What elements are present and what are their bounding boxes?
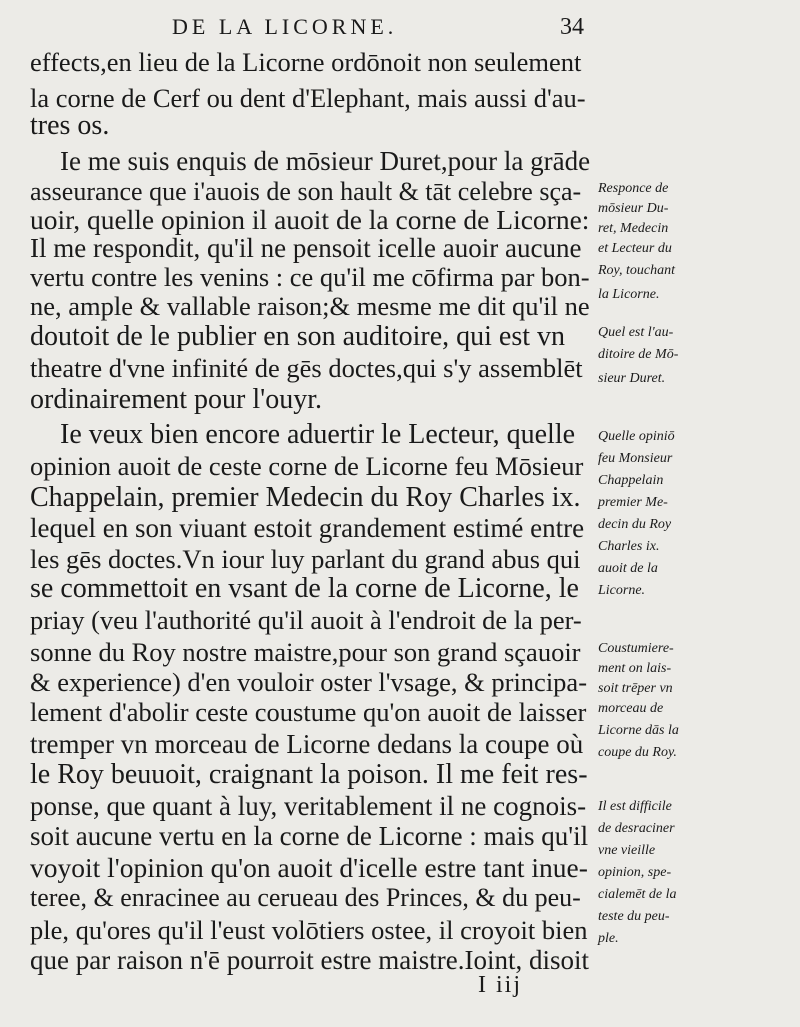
margin-note-line: opinion, spe- <box>598 865 672 880</box>
margin-note-line: teste du peu- <box>598 909 670 924</box>
margin-note-line: Responce de <box>598 181 669 196</box>
text-line: vertu contre les venins : ce qu'il me cōfirma par bon- <box>30 262 590 292</box>
margin-note-line: coupe du Roy. <box>598 745 677 760</box>
text-line: effects,en lieu de la Licorne ordōnoit non seulement <box>30 47 582 77</box>
margin-note-line: auoit de la <box>598 561 658 576</box>
text-line: ne, ample & vallable raison;& mesme me dit qu'il ne <box>30 291 590 321</box>
text-line: les gēs doctes.Vn iour luy parlant du grand abus qui <box>30 544 581 574</box>
text-line: sonne du Roy nostre maistre,pour son grand sçauoir <box>30 637 581 667</box>
text-line: se commettoit en vsant de la corne de Licorne, le <box>30 573 579 604</box>
margin-note-line: Licorne. <box>598 583 646 598</box>
margin-note-line: feu Monsieur <box>598 451 673 466</box>
text-line: tres os. <box>30 110 110 141</box>
margin-note-line: vne vieille <box>598 843 656 858</box>
margin-note-line: premier Me- <box>598 495 668 510</box>
margin-note-line: Quelle opiniō <box>598 429 675 444</box>
margin-note-line: Licorne dās la <box>598 723 679 738</box>
text-line: & experience) d'en vouloir oster l'vsage, & principa- <box>30 667 588 697</box>
text-line: tremper vn morceau de Licorne dedans la coupe où <box>30 729 584 759</box>
signature-mark: I iij <box>478 972 522 998</box>
text-line: voyoit l'opinion qu'on auoit d'icelle estre tant inue- <box>30 852 588 883</box>
text-line: lequel en son viuant estoit grandement estimé entre <box>30 513 585 543</box>
text-line: ple, qu'ores qu'il l'eust volōtiers ostee, il croyoit bien <box>30 915 588 945</box>
margin-note-line: ret, Medecin <box>598 221 669 236</box>
paragraph-start-line: Ie me suis enquis de mōsieur Duret,pour la grāde <box>60 146 591 176</box>
paragraph-start-line: Ie veux bien encore aduertir le Lecteur, quelle <box>60 419 576 450</box>
margin-note-line: ple. <box>598 931 619 946</box>
text-line: teree, & enracinee au cerueau des Princes, & du peu- <box>30 883 581 912</box>
margin-note-line: de desraciner <box>598 821 675 836</box>
margin-note-line: mōsieur Du- <box>598 201 669 216</box>
text-line: le Roy beuuoit, craignant la poison. Il me feit res- <box>30 759 588 790</box>
page-number: 34 <box>560 14 584 40</box>
text-line: priay (veu l'authorité qu'il auoit à l'endroit de la per- <box>30 605 582 635</box>
text-line: theatre d'vne infinité de gēs doctes,qui s'y assemblēt <box>30 353 583 383</box>
margin-note-line: Charles ix. <box>598 539 660 554</box>
margin-note-line: et Lecteur du <box>598 241 672 256</box>
text-line: ponse, que quant à luy, veritablement il ne cognois- <box>30 791 587 821</box>
margin-note-line: Chappelain <box>598 473 664 488</box>
margin-note-line: Quel est l'au- <box>598 325 674 340</box>
text-line: que par raison n'ē pourroit estre maistre.Ioint, disoit <box>30 945 589 975</box>
margin-note-line: ditoire de Mō- <box>598 347 679 362</box>
text-line: Chappelain, premier Medecin du Roy Charles ix. <box>30 482 581 513</box>
running-title: DE LA LICORNE. <box>172 14 398 39</box>
text-line: Il me respondit, qu'il ne pensoit icelle auoir aucune <box>30 233 582 263</box>
margin-note-line: decin du Roy <box>598 517 672 532</box>
text-line: soit aucune vertu en la corne de Licorne : mais qu'il <box>30 821 589 851</box>
text-line: doutoit de le publier en son auditoire, qui est vn <box>30 321 566 352</box>
margin-note-line: Roy, touchant <box>598 263 675 278</box>
margin-note-line: cialemēt de la <box>598 887 677 902</box>
text-line: la corne de Cerf ou dent d'Elephant, mais aussi d'au- <box>30 83 586 113</box>
text-line: asseurance que i'auois de son hault & tāt celebre sça- <box>30 177 582 206</box>
margin-note-line: la Licorne. <box>598 287 660 302</box>
text-line: uoir, quelle opinion il auoit de la corne de Licorne: <box>30 204 590 235</box>
text-line: lement d'abolir ceste coustume qu'on auoit de laisser <box>30 697 587 727</box>
text-line: opinion auoit de ceste corne de Licorne feu Mōsieur <box>30 451 584 481</box>
margin-note-line: sieur Duret. <box>598 371 666 386</box>
text-line: ordinairement pour l'ouyr. <box>30 384 322 415</box>
margin-note-line: soit trēper vn <box>598 681 673 696</box>
margin-note-line: Il est difficile <box>598 799 672 814</box>
margin-note-line: Coustumiere- <box>598 641 674 656</box>
margin-note-line: morceau de <box>598 701 664 716</box>
margin-note-line: ment on lais- <box>598 661 672 676</box>
